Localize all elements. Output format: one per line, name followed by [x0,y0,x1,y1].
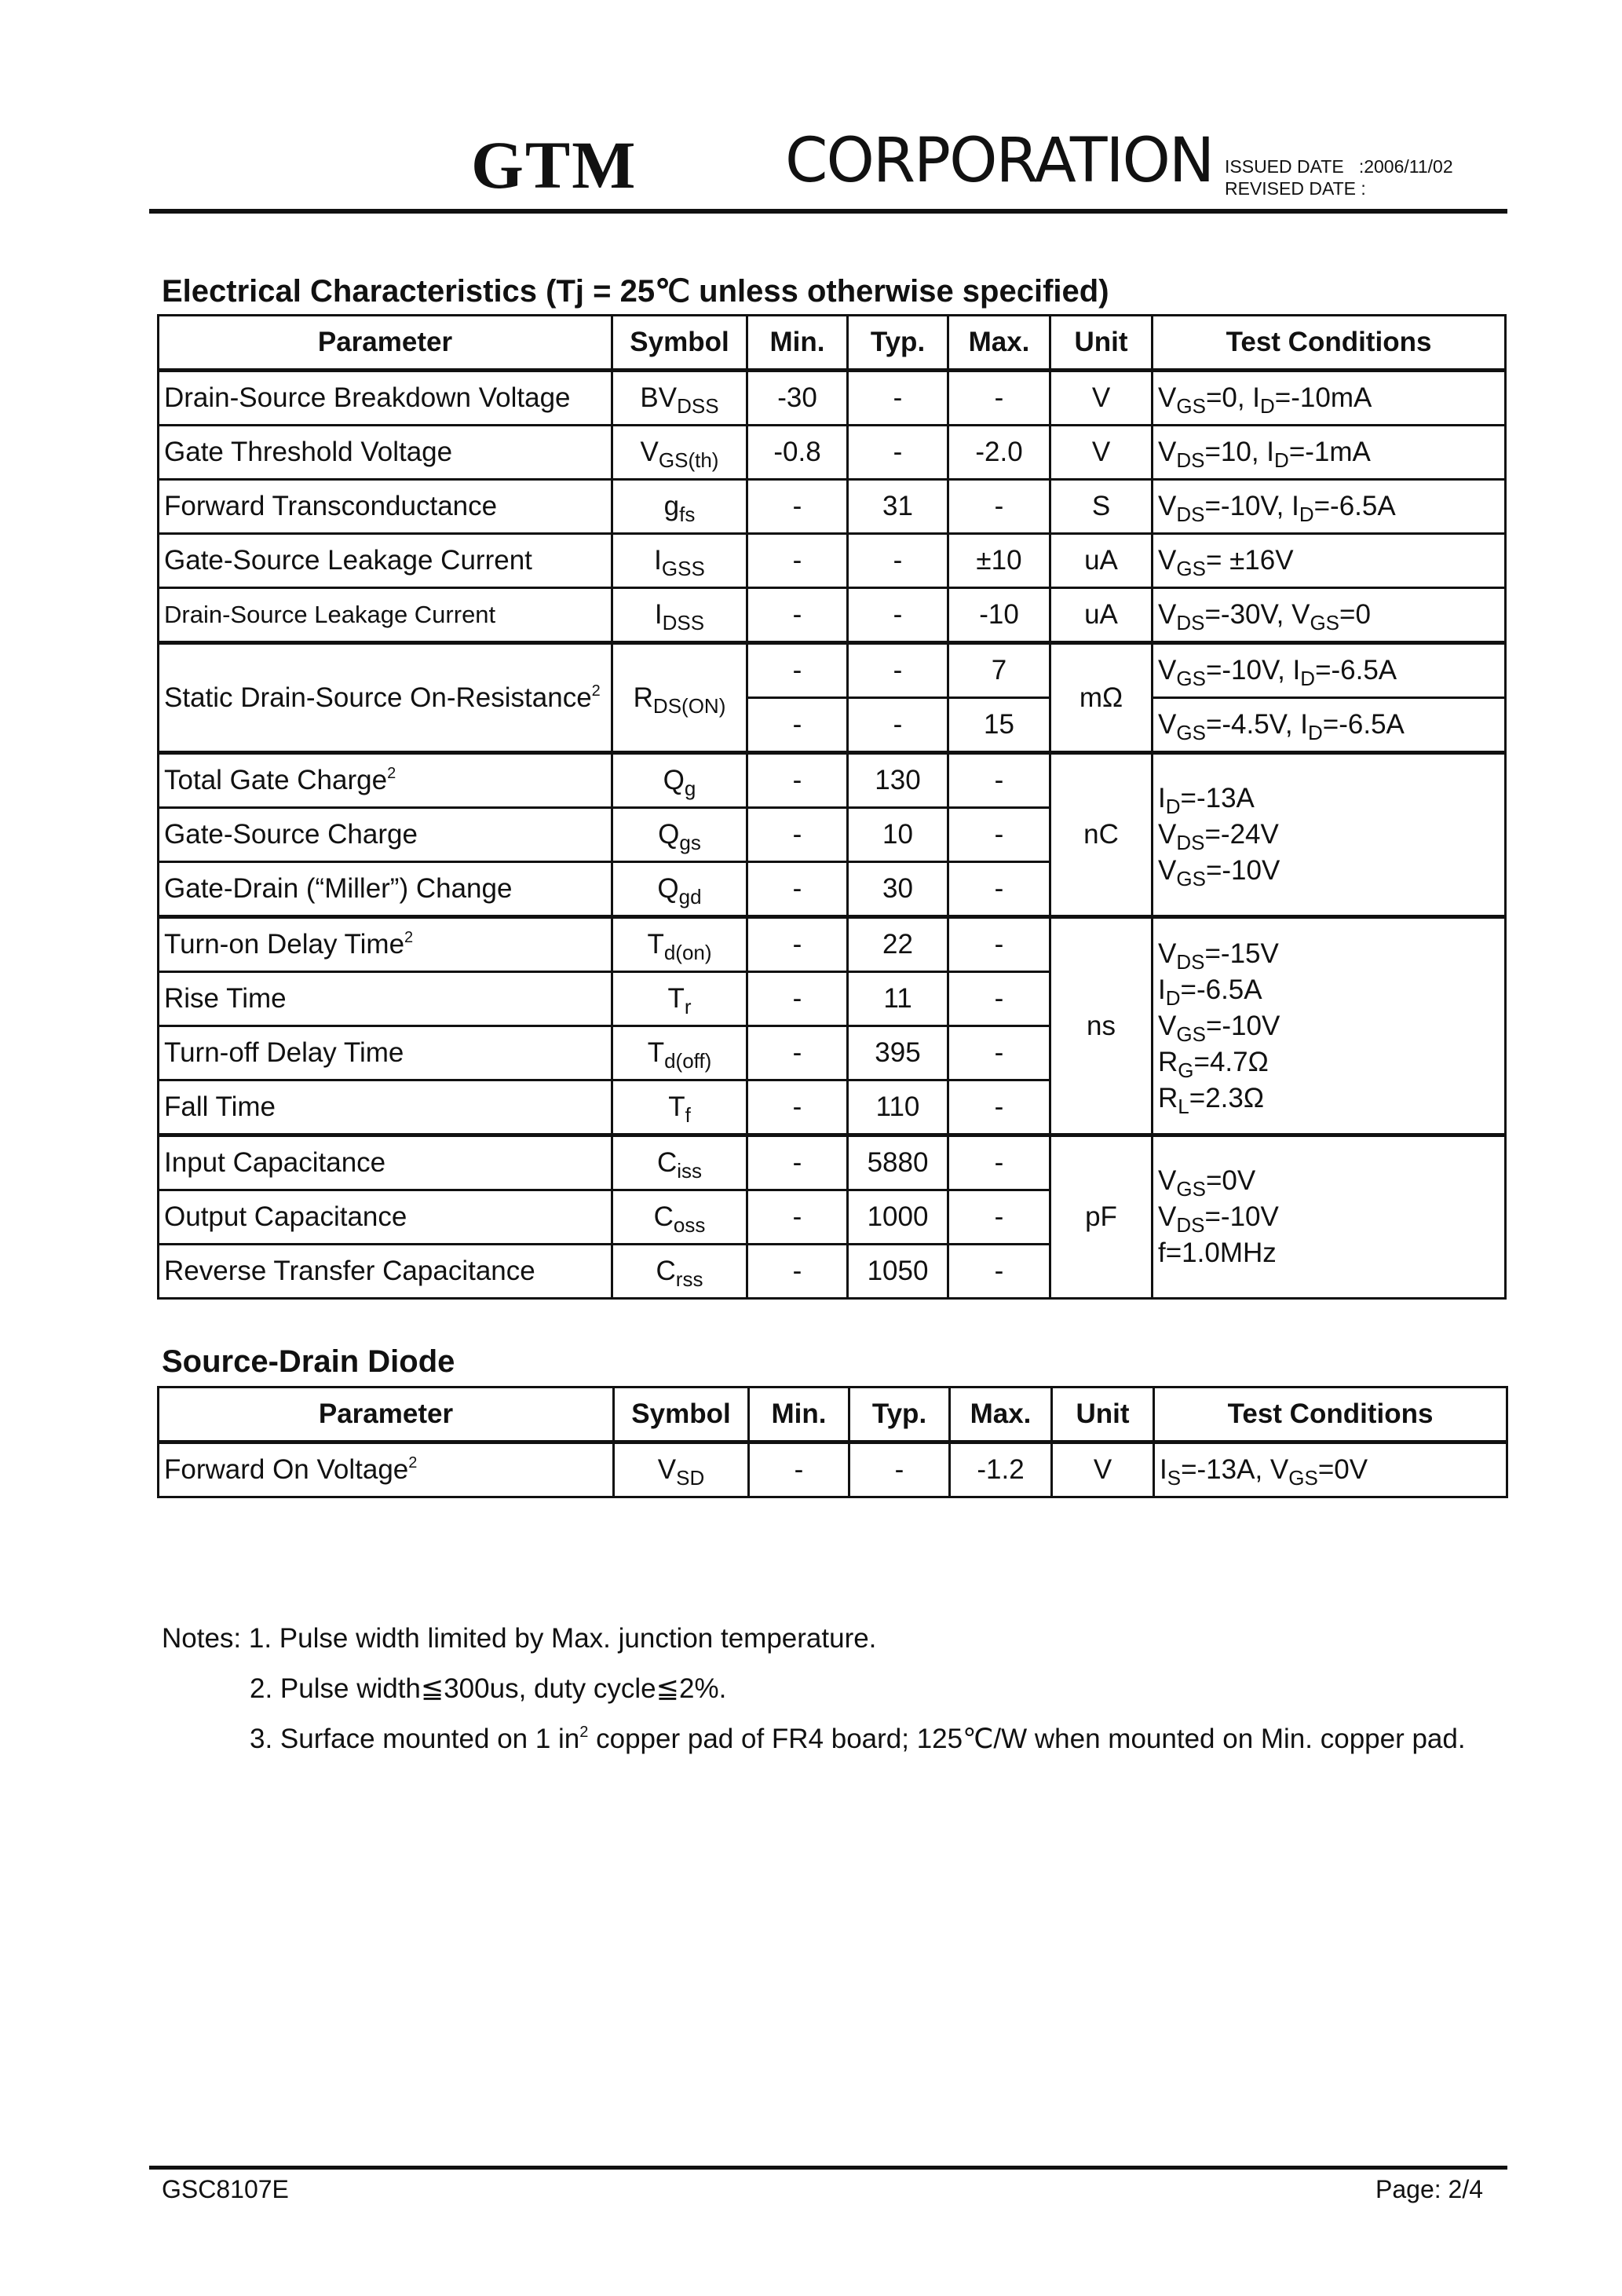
symbol-cell [612,808,747,862]
symbol-cell [612,917,747,972]
cond-text: =0, I [1205,382,1261,413]
min-cell: - [747,1190,848,1245]
param-cell: Drain-Source Leakage Current [159,588,612,643]
typ-cell: - [848,534,948,588]
table-row-idss [159,588,1506,643]
unit-cell: mΩ [1050,643,1153,753]
param-text: Forward On Voltage [164,1454,409,1485]
symbol-cell [612,588,747,643]
symbol-cell [614,1442,749,1497]
note-3-text-rest: copper pad of FR4 board; 125℃/W when mounted on Min. copper pad. [588,1724,1466,1754]
condition-cell [1154,1442,1507,1497]
min-cell: - [747,972,848,1026]
cond-sub: D [1308,721,1323,744]
max-cell: -1.2 [950,1442,1052,1497]
max-cell: - [948,371,1050,426]
header-unit: Unit [1052,1387,1154,1442]
symbol-sub: GSS [661,557,705,580]
diode-table [157,1386,1508,1498]
max-cell: - [948,862,1050,917]
typ-cell: 5880 [848,1135,948,1190]
symbol-sub: oss [673,1213,706,1237]
cond-text: =-4.5V, I [1205,709,1308,740]
table-row-bvdss [159,371,1506,426]
company-name: CORPORATION [785,126,1214,196]
unit-cell: V [1050,426,1153,480]
min-cell: - [747,698,848,753]
typ-cell: - [848,371,948,426]
typ-cell: 30 [848,862,948,917]
cond-sub: GS [1176,721,1206,744]
symbol-cell [612,371,747,426]
min-cell: - [747,862,848,917]
symbol-main: Q [663,765,685,795]
note-1: Notes: 1. Pulse width limited by Max. junction temperature. [162,1623,877,1654]
symbol-cell [612,1080,747,1135]
condition-cell [1153,588,1506,643]
symbol-cell [612,534,747,588]
cond-sub: GS [1176,1177,1206,1201]
max-cell: - [948,972,1050,1026]
symbol-sub: f [685,1103,691,1127]
cond-text: V [1158,819,1177,850]
cond-text: = ±16V [1205,545,1294,576]
issued-date-value: :2006/11/02 [1358,156,1453,177]
cond-text: R [1158,1082,1178,1113]
cond-text: =-15V [1204,938,1279,969]
unit-cell: S [1050,480,1153,534]
electrical-title: Electrical Characteristics (Tj = 25℃ unless otherwise specified) [162,274,1109,309]
param-cell [159,1442,614,1497]
revised-date-label: REVISED DATE : [1225,178,1366,199]
condition-cell [1153,426,1506,480]
cond-text: R [1158,1046,1178,1077]
symbol-sub: DSS [677,394,719,418]
symbol-main: BV [640,382,678,413]
typ-cell: 10 [848,808,948,862]
typ-cell: 130 [848,753,948,808]
symbol-sub: fs [679,503,696,526]
symbol-main: Q [658,819,680,850]
param-text: Turn-on Delay Time [164,929,405,960]
param-cell: Drain-Source Breakdown Voltage [159,371,612,426]
header-conditions: Test Conditions [1153,316,1506,371]
min-cell: -30 [747,371,848,426]
cond-text: V [1158,545,1177,576]
cond-sub: GS [1176,1022,1206,1046]
cond-sub: GS [1310,611,1340,634]
footer-part-number: GSC8107E [162,2175,289,2203]
symbol-cell [612,862,747,917]
cond-sub: DS [1176,611,1205,634]
cond-text: V [1158,599,1177,630]
unit-cell: ns [1050,917,1153,1135]
symbol-cell [612,972,747,1026]
footnote-mark: 2 [408,1454,418,1472]
symbol-main: T [668,1091,685,1122]
symbol-cell [612,643,747,753]
symbol-cell [612,426,747,480]
table-row-rdson-1 [159,643,1506,698]
param-cell: Gate-Source Leakage Current [159,534,612,588]
min-cell: - [747,480,848,534]
min-cell: - [747,917,848,972]
cond-text: V [1158,1010,1177,1041]
symbol-main: I [654,545,662,576]
header-symbol: Symbol [612,316,747,371]
cond-line [1158,1163,1504,1199]
cond-sub: S [1167,1466,1182,1490]
symbol-main: T [647,1037,665,1068]
cond-line: f=1.0MHz [1158,1238,1277,1268]
table-header-row [159,1387,1507,1442]
param-cell: Fall Time [159,1080,612,1135]
typ-cell: 110 [848,1080,948,1135]
cond-sub: GS [1176,557,1206,580]
min-cell: -0.8 [747,426,848,480]
note-3-text: 3. Surface mounted on 1 in [250,1724,580,1754]
symbol-sub: r [684,995,692,1018]
symbol-main: R [633,682,653,713]
param-text: Total Gate Charge [164,765,388,795]
max-cell: - [948,1190,1050,1245]
header-parameter: Parameter [159,1387,614,1442]
cond-sub: D [1299,503,1314,526]
table-row-vgsth [159,426,1506,480]
footnote-mark: 2 [387,765,396,782]
cond-sub: D [1260,394,1275,418]
table-row-gfs [159,480,1506,534]
min-cell: - [747,588,848,643]
max-cell: 7 [948,643,1050,698]
cond-line [1158,1008,1504,1044]
cond-sub: G [1178,1058,1194,1082]
cond-text: V [1158,709,1177,740]
cond-sub: DS [1176,949,1205,974]
min-cell: - [747,753,848,808]
cond-text: V [1158,1165,1177,1196]
table-row-tdon [159,917,1506,972]
max-cell: - [948,808,1050,862]
electrical-table [157,314,1507,1300]
symbol-sub: rss [675,1267,703,1291]
note-3-sup: 2 [579,1724,589,1741]
cond-text: =-6.5A [1180,974,1262,1005]
unit-cell: pF [1050,1135,1153,1299]
cond-text: =-10V [1205,1010,1280,1041]
param-text: Static Drain-Source On-Resistance [164,682,592,713]
cond-text: =-6.5A [1322,709,1405,740]
param-cell [159,753,612,808]
min-cell: - [749,1442,849,1497]
symbol-cell [612,1026,747,1080]
header-max: Max. [948,316,1050,371]
cond-text: =-6.5A [1315,655,1397,686]
cond-text: =2.3Ω [1189,1082,1265,1113]
cond-sub: GS [1288,1466,1318,1490]
symbol-main: C [656,1147,678,1178]
cond-line [1158,936,1504,972]
cond-line [1158,781,1504,817]
issued-date-label: ISSUED DATE [1225,156,1344,177]
cond-text: =-13A [1180,783,1255,813]
cond-sub: GS [1176,394,1206,418]
symbol-sub: gs [679,831,701,854]
max-cell: - [948,1080,1050,1135]
cond-text: =0 [1339,599,1371,630]
cond-text: =-10V, I [1204,491,1299,521]
max-cell: - [948,1135,1050,1190]
cond-text: V [1158,1201,1177,1232]
cond-text: =-10V [1204,1201,1279,1232]
symbol-main: C [656,1256,676,1286]
symbol-cell [612,1135,747,1190]
cond-line [1158,1199,1504,1235]
cond-text: I [1158,974,1166,1005]
cond-text: =-6.5A [1313,491,1396,521]
cond-sub: DS [1176,448,1205,472]
unit-cell: nC [1050,753,1153,917]
cond-line [1158,853,1504,889]
min-cell: - [747,1135,848,1190]
min-cell: - [747,808,848,862]
cond-text: I [1158,783,1166,813]
symbol-sub: GS(th) [658,448,719,472]
cond-text: V [1158,382,1177,413]
symbol-main: g [663,491,680,521]
cond-sub: GS [1176,867,1206,890]
param-cell: Input Capacitance [159,1135,612,1190]
note-2: 2. Pulse width≦300us, duty cycle≦2%. [250,1673,727,1704]
symbol-sub: d(off) [664,1049,712,1073]
table-row-qg [159,753,1506,808]
cond-text: =10, I [1204,437,1275,467]
condition-cell [1153,753,1506,917]
unit-cell: uA [1050,534,1153,588]
symbol-cell [612,753,747,808]
symbol-sub: d(on) [663,941,712,964]
table-row-igss [159,534,1506,588]
typ-cell: 11 [848,972,948,1026]
diode-title: Source-Drain Diode [162,1344,455,1379]
cond-text: =-1mA [1288,437,1371,467]
cond-line [1158,1080,1504,1117]
condition-cell [1153,371,1506,426]
max-cell: ±10 [948,534,1050,588]
note-3 [162,1714,1466,1764]
date-block [1225,155,1453,199]
typ-cell: 1000 [848,1190,948,1245]
company-logo: GTM [471,127,637,203]
unit-cell: V [1052,1442,1154,1497]
condition-cell [1153,534,1506,588]
symbol-main: I [654,599,663,630]
cond-sub: L [1178,1094,1189,1118]
cond-sub: GS [1176,667,1206,690]
max-cell: - [948,917,1050,972]
max-cell: 15 [948,698,1050,753]
cond-text: =-24V [1204,819,1279,850]
unit-cell: uA [1050,588,1153,643]
header-parameter: Parameter [159,316,612,371]
notes-block [162,1614,1466,1764]
param-cell [159,643,612,753]
max-cell: - [948,1026,1050,1080]
cond-text: V [1158,491,1177,521]
header-rule [149,209,1507,214]
cond-text: V [1158,437,1177,467]
symbol-sub: DSS [662,611,705,634]
cond-sub: D [1274,448,1289,472]
param-cell: Output Capacitance [159,1190,612,1245]
max-cell: -10 [948,588,1050,643]
param-cell [159,917,612,972]
header-min: Min. [747,316,848,371]
param-cell: Forward Transconductance [159,480,612,534]
typ-cell: - [848,698,948,753]
symbol-cell [612,1245,747,1299]
header-typ: Typ. [848,316,948,371]
footer-page-number: Page: 2/4 [1375,2175,1483,2203]
symbol-main: C [653,1201,674,1232]
cond-sub: DS [1176,503,1205,526]
symbol-cell [612,480,747,534]
param-cell: Gate Threshold Voltage [159,426,612,480]
param-cell: Gate-Source Charge [159,808,612,862]
unit-cell: V [1050,371,1153,426]
cond-text: =0V [1317,1454,1368,1485]
symbol-sub: iss [677,1159,703,1183]
header-symbol: Symbol [614,1387,749,1442]
cond-sub: DS [1176,1213,1205,1237]
typ-cell: - [848,643,948,698]
cond-text: =-10mA [1274,382,1372,413]
typ-cell: 31 [848,480,948,534]
min-cell: - [747,1245,848,1299]
param-cell: Rise Time [159,972,612,1026]
min-cell: - [747,643,848,698]
cond-text: =-10V, I [1205,655,1301,686]
cond-text: =-30V, V [1204,599,1310,630]
header-max: Max. [950,1387,1052,1442]
condition-cell [1153,643,1506,698]
table-row-ciss [159,1135,1506,1190]
cond-text: =-13A, V [1181,1454,1289,1485]
header-min: Min. [749,1387,849,1442]
symbol-main: Q [657,873,679,904]
symbol-cell [612,1190,747,1245]
cond-text: =-10V [1205,855,1280,886]
typ-cell: - [848,426,948,480]
footer-rule [149,2166,1507,2170]
symbol-sub: g [684,777,696,800]
cond-sub: D [1165,985,1181,1010]
symbol-main: V [657,1454,677,1485]
max-cell: - [948,1245,1050,1299]
cond-text: I [1160,1454,1167,1485]
header-typ: Typ. [849,1387,950,1442]
min-cell: - [747,534,848,588]
min-cell: - [747,1080,848,1135]
cond-text: V [1158,855,1177,886]
max-cell: - [948,753,1050,808]
symbol-main: T [667,983,685,1014]
condition-cell [1153,917,1506,1135]
cond-line [1158,817,1504,853]
cond-text: =4.7Ω [1193,1046,1269,1077]
cond-text: V [1158,938,1177,969]
cond-text: V [1158,655,1177,686]
condition-cell [1153,1135,1506,1299]
param-cell: Reverse Transfer Capacitance [159,1245,612,1299]
cond-sub: DS [1176,831,1205,854]
min-cell: - [747,1026,848,1080]
table-header-row [159,316,1506,371]
cond-text: =0V [1205,1165,1256,1196]
typ-cell: - [848,588,948,643]
param-cell: Gate-Drain (“Miller”) Change [159,862,612,917]
symbol-main: V [640,437,659,467]
symbol-sub: gd [678,885,702,909]
footnote-mark: 2 [591,682,601,700]
typ-cell: 395 [848,1026,948,1080]
param-cell: Turn-off Delay Time [159,1026,612,1080]
table-row-vsd [159,1442,1507,1497]
cond-sub: D [1300,667,1316,690]
cond-line [1158,972,1504,1008]
cond-sub: D [1165,795,1181,818]
condition-cell [1153,480,1506,534]
max-cell: -2.0 [948,426,1050,480]
typ-cell: 1050 [848,1245,948,1299]
symbol-sub: SD [676,1466,705,1490]
footnote-mark: 2 [404,929,414,946]
symbol-sub: DS(ON) [652,693,726,718]
symbol-main: T [647,929,664,960]
condition-cell [1153,698,1506,753]
max-cell: - [948,480,1050,534]
typ-cell: 22 [848,917,948,972]
header-conditions: Test Conditions [1154,1387,1507,1442]
cond-line [1158,1044,1504,1080]
header-unit: Unit [1050,316,1153,371]
typ-cell: - [849,1442,950,1497]
